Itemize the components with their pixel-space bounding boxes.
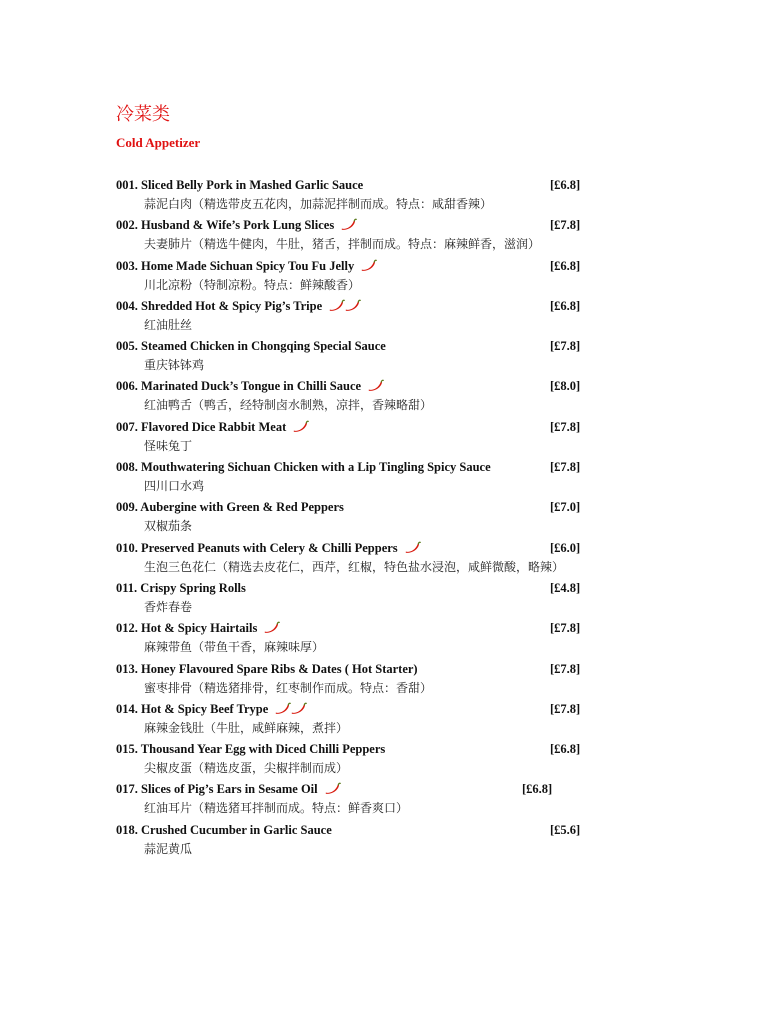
chili-pepper-icon (263, 621, 280, 634)
chili-pepper-icon (274, 702, 291, 715)
menu-item (116, 700, 636, 740)
menu-item-description: 生泡三色花仁（精选去皮花仁，西芹，红椒，特色盐水浸泡，咸鲜微酸，略辣） (144, 559, 565, 574)
menu-item (116, 216, 636, 256)
chili-pepper-icon (367, 379, 384, 392)
menu-item-name: 003. Home Made Sichuan Spicy Tou Fu Jelly (116, 257, 376, 276)
menu-item-description: 红油鸭舌（鸭舌，经特制卤水制熟，凉拌，香辣略甜） (144, 398, 433, 413)
menu-item-description: 夫妻肺片（精选牛健肉，牛肚，猪舌，拌制而成。特点：麻辣鲜香，滋润） (144, 237, 541, 252)
menu-item-price: [£7.0] (550, 500, 581, 515)
menu-item-name: 012. Hot & Spicy Hairtails (116, 619, 279, 638)
menu-item-name: 004. Shredded Hot & Spicy Pig’s Tripe (116, 297, 360, 316)
chili-pepper-icon (328, 299, 345, 312)
menu-item (116, 498, 636, 538)
menu-item-description: 红油肚丝 (144, 317, 193, 332)
menu-item-name: 010. Preserved Peanuts with Celery & Chilli Peppers (116, 539, 420, 558)
menu-item-price: [£6.0] (550, 540, 581, 555)
menu-item-description: 双椒茄条 (144, 519, 193, 534)
menu-item-price: [£7.8] (550, 339, 581, 354)
spicy-indicator (292, 420, 308, 439)
menu-item-price: [£7.8] (550, 701, 581, 716)
menu-item-price: [£7.8] (550, 460, 581, 475)
menu-item-description: 红油耳片（精选猪耳拌制而成。特点：鲜香爽口） (144, 801, 409, 816)
menu-item-description: 麻辣金钱肚（牛肚，咸鲜麻辣，煮拌） (144, 720, 349, 735)
menu-item-name: 001. Sliced Belly Pork in Mashed Garlic Sauce (116, 178, 364, 192)
spicy-indicator (360, 259, 376, 278)
menu-item-name: 013. Honey Flavoured Spare Ribs & Dates ( Hot Starter) (116, 661, 418, 676)
menu-item-price: [£8.0] (550, 379, 581, 394)
menu-item (116, 660, 636, 700)
menu-item-price: [£7.8] (550, 419, 581, 434)
menu-item (116, 176, 636, 216)
menu-list (116, 176, 636, 861)
menu-item-name: 017. Slices of Pig’s Ears in Sesame Oil (116, 780, 340, 799)
menu-item (116, 780, 636, 820)
menu-item-price: [£4.8] (550, 580, 581, 595)
menu-item-description: 尖椒皮蛋（精选皮蛋，尖椒拌制而成） (144, 761, 349, 776)
menu-item-name: 005. Steamed Chicken in Chongqing Special Sauce (116, 339, 386, 354)
menu-item-price: [£6.8] (550, 178, 581, 192)
menu-item-name: 002. Husband & Wife’s Pork Lung Slices (116, 216, 356, 235)
menu-item-price: [£6.8] (550, 258, 581, 273)
menu-item-price: [£5.6] (550, 822, 581, 837)
menu-item-description: 重庆钵钵鸡 (144, 358, 205, 373)
menu-item-description: 蒜泥白肉（精选带皮五花肉，加蒜泥拌制而成。特点：咸甜香辣） (144, 197, 493, 211)
menu-item-price: [£6.8] (550, 298, 581, 313)
menu-item (116, 458, 636, 498)
section-title-chinese: 冷菜类 (116, 104, 170, 124)
menu-item (116, 297, 636, 337)
menu-item-name: 018. Crushed Cucumber in Garlic Sauce (116, 822, 332, 837)
menu-item-price: [£7.8] (550, 661, 581, 676)
menu-item-name: 008. Mouthwatering Sichuan Chicken with a Lip Tingling Spicy Sauce (116, 460, 491, 475)
menu-item-name: 011. Crispy Spring Rolls (116, 580, 246, 595)
chili-pepper-icon (340, 218, 357, 231)
menu-item-name: 006. Marinated Duck’s Tongue in Chilli Sauce (116, 377, 383, 396)
menu-item-description: 香炸春卷 (144, 599, 193, 614)
menu-item-name: 009. Aubergine with Green & Red Peppers (116, 500, 344, 515)
menu-item-name: 007. Flavored Dice Rabbit Meat (116, 418, 308, 437)
menu-item-description: 川北凉粉（特制凉粉。特点：鲜辣酸香） (144, 277, 361, 292)
menu-item (116, 619, 636, 659)
menu-item (116, 740, 636, 780)
chili-pepper-icon (360, 259, 377, 272)
menu-item (116, 418, 636, 458)
chili-pepper-icon (324, 782, 341, 795)
menu-item (116, 377, 636, 417)
spicy-indicator (328, 299, 360, 318)
section-title-english: Cold Appetizer (116, 135, 201, 150)
menu-item (116, 337, 636, 377)
chili-pepper-icon (404, 541, 421, 554)
menu-item-description: 蒜泥黄瓜 (144, 841, 193, 856)
menu-item (116, 257, 636, 297)
menu-item (116, 821, 636, 861)
chili-pepper-icon (344, 299, 361, 312)
menu-item-name: 015. Thousand Year Egg with Diced Chilli Peppers (116, 742, 386, 757)
menu-item-description: 麻辣带鱼（带鱼干香，麻辣味厚） (144, 640, 325, 655)
menu-item-price: [£6.8] (522, 782, 553, 797)
menu-item-description: 怪味兔丁 (144, 438, 193, 453)
menu-item-price: [£7.8] (550, 218, 581, 233)
menu-item-price: [£7.8] (550, 621, 581, 636)
menu-item-description: 四川口水鸡 (144, 479, 205, 494)
menu-item (116, 579, 636, 619)
menu-item-description: 蜜枣排骨（精选猪排骨，红枣制作而成。特点：香甜） (144, 680, 433, 695)
chili-pepper-icon (290, 702, 307, 715)
chili-pepper-icon (292, 420, 309, 433)
menu-item (116, 539, 636, 579)
menu-item-name: 014. Hot & Spicy Beef Trype (116, 700, 306, 719)
menu-item-price: [£6.8] (550, 742, 581, 757)
